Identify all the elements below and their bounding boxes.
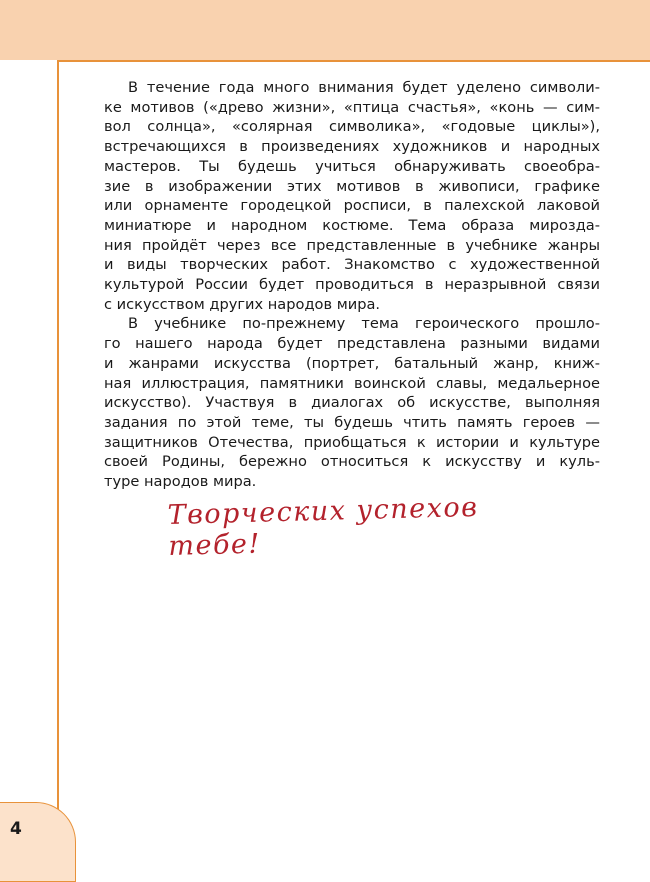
text-line: зие в изображении этих мотивов в живописи, графике <box>104 177 600 195</box>
body-text <box>104 78 600 492</box>
text-line: и виды творческих работ. Знакомство с художественной <box>104 256 600 274</box>
header-band <box>0 0 650 60</box>
paragraph-2 <box>104 314 600 491</box>
page-number: 4 <box>10 819 22 839</box>
header-rule <box>57 60 650 62</box>
text-line: встречающихся в произведениях художников и народных <box>104 138 600 156</box>
text-line: ния пройдёт через все представленные в учебнике жанры <box>104 236 600 254</box>
page-number-tab <box>0 802 76 882</box>
text-line: задания по этой теме, ты будешь чтить память героев — <box>104 413 600 431</box>
text-line: го нашего народа будет представлена разными видами <box>104 335 600 353</box>
text-line: вол солнца», «солярная символика», «годовые циклы»), <box>104 118 600 136</box>
text-line: В учебнике по-прежнему тема героического прошло- <box>128 315 600 333</box>
text-line: туре народов мира. <box>104 473 257 491</box>
text-line: и жанрами искусства (портрет, батальный жанр, книж- <box>104 354 600 372</box>
text-line: защитников Отечества, приобщаться к истории и культуре <box>104 433 600 451</box>
text-line: культурой России будет проводиться в неразрывной связи <box>104 276 600 294</box>
text-line: мастеров. Ты будешь учиться обнаруживать своеобра- <box>104 157 600 175</box>
text-line: ке мотивов («древо жизни», «птица счастья», «конь — сим- <box>104 98 600 116</box>
margin-rule <box>57 60 59 869</box>
wish-text: Творческих успехов тебе! <box>167 491 479 562</box>
text-line: миниатюре и народном костюме. Тема образа мирозда- <box>104 216 600 234</box>
text-line: своей Родины, бережно относиться к искусству и куль- <box>104 453 600 471</box>
text-line: В течение года много внимания будет уделено символи- <box>128 79 600 96</box>
text-line: или орнаменте городецкой росписи, в палехской лаковой <box>104 197 600 215</box>
text-line: искусство). Участвуя в диалогах об искусстве, выполняя <box>104 394 600 412</box>
text-line: с искусством других народов мира. <box>104 295 381 313</box>
paragraph-1 <box>104 78 600 314</box>
text-line: ная иллюстрация, памятники воинской славы, медальерное <box>104 374 600 392</box>
